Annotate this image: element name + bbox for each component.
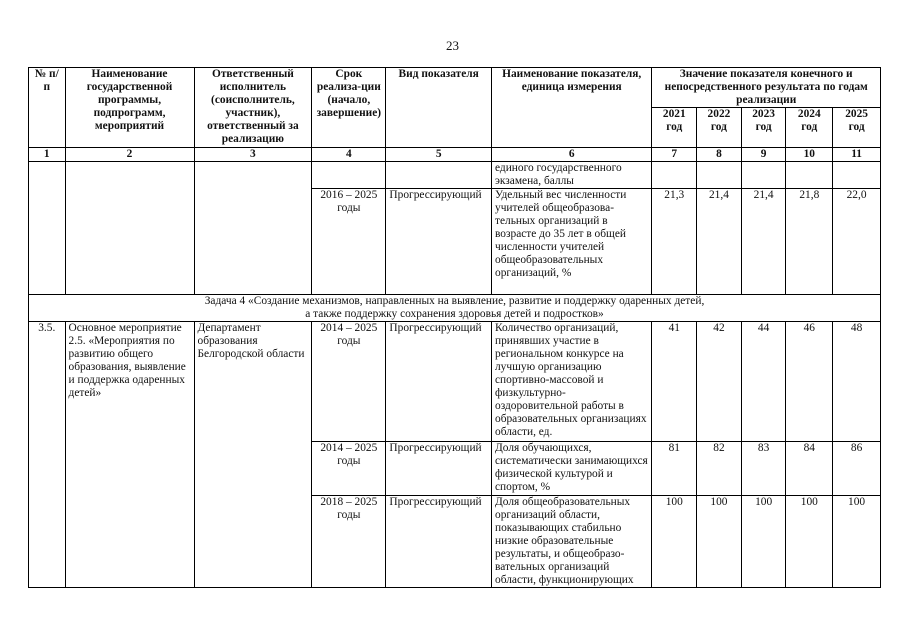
cell-value bbox=[697, 162, 742, 189]
cell-indicator-type: Прогрессирующий bbox=[386, 496, 492, 588]
cell-value: 84 bbox=[786, 442, 833, 496]
cell-measure-name: Основное мероприятие 2.5. «Мероприятия по развитию общего образования, выявление и поддержка одаренных детей» bbox=[65, 322, 194, 588]
cell-value: 100 bbox=[697, 496, 742, 588]
header-year-2021: 2021 год bbox=[652, 108, 697, 148]
cell-value: 100 bbox=[786, 496, 833, 588]
cell-value bbox=[833, 162, 881, 189]
cell-value: 86 bbox=[833, 442, 881, 496]
cell-value: 100 bbox=[652, 496, 697, 588]
column-number: 6 bbox=[492, 148, 652, 162]
header-values-group: Значение показателя конечного и непосредственного результата по годам реализации bbox=[652, 68, 881, 108]
indicators-table bbox=[28, 67, 881, 588]
cell-indicator-name: Доля обучающихся, систематически занимающихся физической культурой и спортом, % bbox=[492, 442, 652, 496]
header-year-2023: 2023 год bbox=[741, 108, 786, 148]
header-executor: Ответственный исполнитель (соисполнитель, участник), ответственный за реализацию bbox=[194, 68, 312, 148]
header-year-2025: 2025 год bbox=[833, 108, 881, 148]
cell-value: 21,4 bbox=[697, 189, 742, 295]
header-year-2022: 2022 год bbox=[697, 108, 742, 148]
cell-indicator-type: Прогрессирующий bbox=[386, 442, 492, 496]
cell-term: 2014 – 2025 годы bbox=[312, 322, 386, 442]
task-heading bbox=[29, 295, 881, 322]
header-indicator-name: Наименование показателя, единица измерения bbox=[492, 68, 652, 148]
cell-value: 100 bbox=[833, 496, 881, 588]
cell-value bbox=[741, 162, 786, 189]
cell-value: 81 bbox=[652, 442, 697, 496]
cell-value: 21,8 bbox=[786, 189, 833, 295]
cell-value: 22,0 bbox=[833, 189, 881, 295]
cell-value: 21,3 bbox=[652, 189, 697, 295]
cell-value: 42 bbox=[697, 322, 742, 442]
cell-indicator-name: единого государственного экзамена, баллы bbox=[492, 162, 652, 189]
header-program-name: Наименование государственной программы, подпрограмм, мероприятий bbox=[65, 68, 194, 148]
column-numbers-row bbox=[29, 148, 881, 162]
cell-value: 21,4 bbox=[741, 189, 786, 295]
column-number: 3 bbox=[194, 148, 312, 162]
header-number: № п/п bbox=[29, 68, 66, 148]
cell-indicator-type bbox=[386, 162, 492, 189]
task-line-2: а также поддержку сохранения здоровья детей и подростков» bbox=[305, 308, 604, 320]
cell-value: 46 bbox=[786, 322, 833, 442]
cell-value: 44 bbox=[741, 322, 786, 442]
cell-number-empty bbox=[29, 162, 66, 295]
cell-value: 83 bbox=[741, 442, 786, 496]
cell-term: 2014 – 2025 годы bbox=[312, 442, 386, 496]
column-number: 2 bbox=[65, 148, 194, 162]
cell-value: 82 bbox=[697, 442, 742, 496]
header-year-2024: 2024 год bbox=[786, 108, 833, 148]
column-number: 4 bbox=[312, 148, 386, 162]
cell-term bbox=[312, 162, 386, 189]
cell-indicator-type: Прогрессирующий bbox=[386, 189, 492, 295]
task-line-1: Задача 4 «Создание механизмов, направленных на выявление, развитие и поддержку одаренных детей, bbox=[204, 295, 705, 307]
cell-executor: Департамент образования Белгородской области bbox=[194, 322, 312, 588]
task-row bbox=[29, 295, 881, 322]
table-row bbox=[29, 322, 881, 442]
cell-term: 2016 – 2025 годы bbox=[312, 189, 386, 295]
column-number: 10 bbox=[786, 148, 833, 162]
cell-indicator-type: Прогрессирующий bbox=[386, 322, 492, 442]
column-number: 11 bbox=[833, 148, 881, 162]
cell-value bbox=[786, 162, 833, 189]
column-number: 7 bbox=[652, 148, 697, 162]
cell-executor-empty bbox=[194, 162, 312, 295]
cell-indicator-name: Удельный вес численности учителей общеобразова-тельных организаций в возрасте до 35 лет в общей численности учителей общеобразовательных организаций, % bbox=[492, 189, 652, 295]
cell-value: 100 bbox=[741, 496, 786, 588]
cell-indicator-name: Доля общеобразовательных организаций области, показывающих стабильно низкие образовательные результаты, и общеобразо-вательных организаций области, функционирующих bbox=[492, 496, 652, 588]
cell-name-empty bbox=[65, 162, 194, 295]
cell-value: 48 bbox=[833, 322, 881, 442]
column-number: 8 bbox=[697, 148, 742, 162]
column-number: 1 bbox=[29, 148, 66, 162]
column-number: 5 bbox=[386, 148, 492, 162]
cell-value bbox=[652, 162, 697, 189]
column-number: 9 bbox=[741, 148, 786, 162]
page-number: 23 bbox=[446, 38, 459, 53]
table-row bbox=[29, 162, 881, 189]
cell-number: 3.5. bbox=[29, 322, 66, 588]
header-term: Срок реализа-ции (начало, завершение) bbox=[312, 68, 386, 148]
cell-indicator-name: Количество организаций, принявших участие в региональном конкурсе на лучшую организацию спортивно-массовой и физкультурно-оздоровительной работы в образовательных организациях области, ед. bbox=[492, 322, 652, 442]
cell-value: 41 bbox=[652, 322, 697, 442]
header-indicator-type: Вид показателя bbox=[386, 68, 492, 148]
cell-term: 2018 – 2025 годы bbox=[312, 496, 386, 588]
